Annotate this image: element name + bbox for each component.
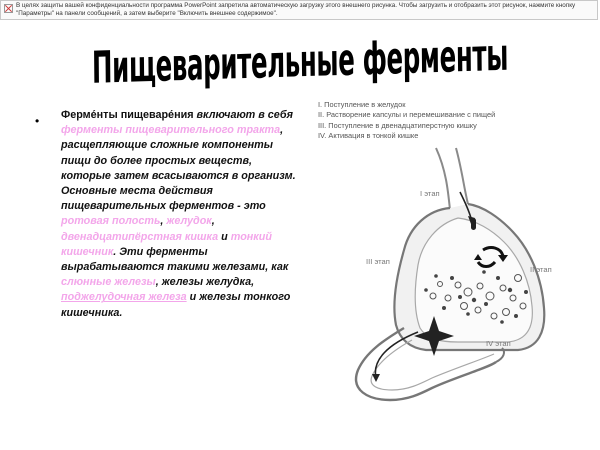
text-run: . Эти ферменты вырабатываются такими железами, как — [61, 245, 289, 274]
text-run: , железы желудка, — [155, 276, 255, 289]
term-lead: Ферме́нты пищеваре́ния — [61, 109, 194, 121]
notice-text: В целях защиты вашей конфиденциальности программа PowerPoint запретила автоматическую загрузку этого внешнего рисунка. Чтобы загрузить и отобразить этот рисунок, нажмите кнопку "Параметры" на панели сообщений, а затем выберите "Включить внешнее содержимое". — [16, 2, 576, 17]
text-run: , расщепляющие сложные компоненты пищи до более простых веществ, которые затем всасываются в организм. Основные места действия пищеварительных ферментов - это — [61, 124, 296, 213]
stage-label-1: I этап — [420, 189, 440, 198]
stage-label-2: II этап — [530, 265, 552, 274]
slide-body-text — [61, 108, 299, 321]
slide-title: Пищеварительные ферменты — [91, 29, 509, 95]
link-oral-cavity[interactable]: ротовая полость — [61, 215, 161, 228]
link-small-intestine[interactable]: тонкий кишечник — [61, 230, 272, 258]
external-content-notice — [0, 0, 598, 20]
legend-item: III. Поступление в двенадцатиперстную кишку — [318, 120, 477, 130]
stage-label-4: IV этап — [486, 339, 511, 348]
text-run: , — [160, 215, 167, 228]
link-pancreas[interactable]: поджелудочная железа — [61, 291, 187, 304]
legend-item: IV. Активация в тонкой кишке — [318, 130, 419, 140]
legend-item: I. Поступление в желудок — [318, 100, 406, 109]
text-run: включают в себя — [193, 109, 293, 121]
stomach-illustration — [356, 148, 544, 400]
blocked-image-icon — [4, 4, 13, 13]
legend-item: II. Растворение капсулы и перемешивание с пищей — [318, 110, 496, 120]
stomach-diagram — [308, 100, 598, 430]
bullet-marker: • — [35, 114, 40, 128]
link-salivary-glands[interactable]: слюнные железы — [61, 276, 156, 289]
link-duodenum[interactable]: двенадцатипёрстная кишка — [61, 230, 219, 243]
text-run: , — [211, 215, 215, 228]
text-run: и — [218, 230, 231, 243]
link-digestive-tract-enzymes[interactable]: ферменты пищеварительного тракта — [61, 124, 281, 137]
link-stomach[interactable]: желудок — [166, 215, 212, 228]
stage-label-3: III этап — [366, 257, 390, 266]
text-run: и железы тонкого кишечника. — [61, 291, 291, 319]
